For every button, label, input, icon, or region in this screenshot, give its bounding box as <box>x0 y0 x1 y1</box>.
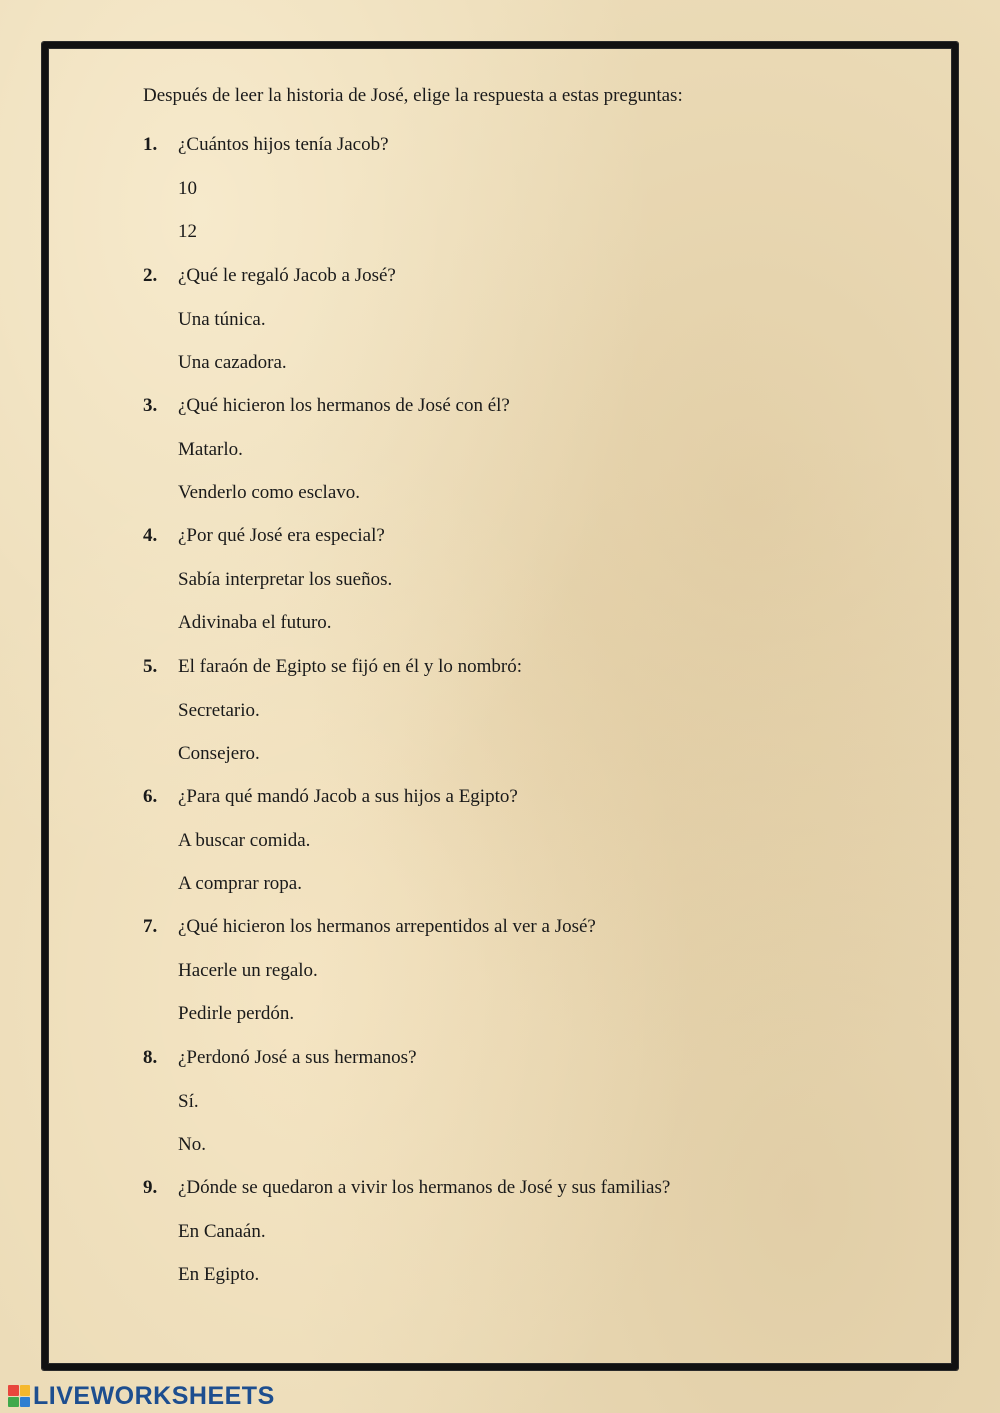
logo-blocks-icon <box>8 1385 30 1407</box>
question-3 <box>143 393 863 523</box>
question-text: ¿Qué hicieron los hermanos arrepentidos al ver a José? <box>178 916 596 937</box>
question-number: 6. <box>143 786 158 807</box>
answer-option[interactable]: Pedirle perdón. <box>178 1003 295 1024</box>
answer-option[interactable]: A buscar comida. <box>178 830 311 851</box>
answer-option[interactable]: No. <box>178 1134 206 1155</box>
answer-option[interactable]: Hacerle un regalo. <box>178 960 318 981</box>
question-2 <box>143 263 863 393</box>
answer-option[interactable]: Sabía interpretar los sueños. <box>178 569 393 590</box>
question-9 <box>143 1175 863 1305</box>
question-number: 4. <box>143 525 158 546</box>
question-number: 9. <box>143 1177 158 1198</box>
question-text: ¿Dónde se quedaron a vivir los hermanos de José y sus familias? <box>178 1177 671 1198</box>
question-number: 8. <box>143 1047 158 1068</box>
answer-option[interactable]: Sí. <box>178 1091 199 1112</box>
question-7 <box>143 914 863 1044</box>
logo-block <box>20 1397 31 1408</box>
question-text: ¿Cuántos hijos tenía Jacob? <box>178 134 389 155</box>
question-text: ¿Para qué mandó Jacob a sus hijos a Egipto? <box>178 786 518 807</box>
liveworksheets-logo <box>8 1382 275 1410</box>
question-number: 3. <box>143 395 158 416</box>
question-text: ¿Qué hicieron los hermanos de José con él? <box>178 395 510 416</box>
answer-option[interactable]: Una cazadora. <box>178 352 287 373</box>
question-number: 7. <box>143 916 158 937</box>
answer-option[interactable]: 12 <box>178 221 197 242</box>
answer-option[interactable]: Matarlo. <box>178 439 243 460</box>
answer-option[interactable]: Una túnica. <box>178 309 266 330</box>
question-6 <box>143 784 863 914</box>
question-8 <box>143 1045 863 1175</box>
answer-option[interactable]: Venderlo como esclavo. <box>178 482 361 503</box>
answer-option[interactable]: En Canaán. <box>178 1221 266 1242</box>
question-number: 5. <box>143 656 158 677</box>
question-number: 2. <box>143 265 158 286</box>
answer-option[interactable]: A comprar ropa. <box>178 873 302 894</box>
logo-text: LIVEWORKSHEETS <box>33 1381 275 1410</box>
answer-option[interactable]: 10 <box>178 178 197 199</box>
answer-option[interactable]: Secretario. <box>178 700 260 721</box>
question-text: ¿Por qué José era especial? <box>178 525 385 546</box>
question-4 <box>143 523 863 653</box>
question-1 <box>143 132 863 262</box>
answer-option[interactable]: Consejero. <box>178 743 260 764</box>
question-number: 1. <box>143 134 158 155</box>
question-text: ¿Perdonó José a sus hermanos? <box>178 1047 417 1068</box>
question-text: ¿Qué le regaló Jacob a José? <box>178 265 396 286</box>
question-5 <box>143 654 863 784</box>
answer-option[interactable]: En Egipto. <box>178 1264 260 1285</box>
instructions-text: Después de leer la historia de José, elige la respuesta a estas preguntas: <box>143 85 683 106</box>
answer-option[interactable]: Adivinaba el futuro. <box>178 612 332 633</box>
logo-block <box>20 1385 31 1396</box>
logo-block <box>8 1397 19 1408</box>
question-text: El faraón de Egipto se fijó en él y lo nombró: <box>178 656 523 677</box>
logo-block <box>8 1385 19 1396</box>
